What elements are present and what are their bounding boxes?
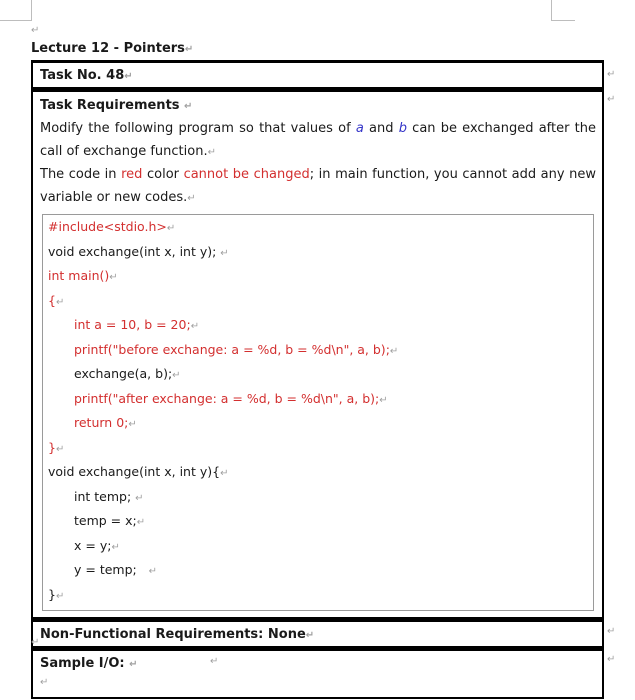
task-requirements-cell <box>31 89 616 619</box>
paragraph-mark-icon: ↵ <box>220 247 229 259</box>
paragraph-mark-icon: ↵ <box>40 677 49 688</box>
lecture-title: Lecture 12 - Pointers↵ <box>31 41 194 56</box>
paragraph-mark-icon: ↵ <box>210 656 219 667</box>
code-line: printf("after exchange: a = %d, b = %d\n", a, b);↵ <box>74 390 388 406</box>
paragraph-mark-icon: ↵ <box>166 223 176 234</box>
paragraph-mark-icon: ↵ <box>55 443 65 455</box>
code-line: return 0;↵ <box>74 415 137 430</box>
code-line: int main()↵ <box>48 268 118 283</box>
paragraph-mark-icon: ↵ <box>187 192 196 204</box>
code-line: {↵ <box>48 292 65 308</box>
non-functional-requirements: Non-Functional Requirements: None↵ <box>40 627 315 642</box>
code-line: exchange(a, b);↵ <box>74 366 181 381</box>
sample-io-cell <box>31 648 616 699</box>
task-table <box>31 60 616 699</box>
paragraph-mark-icon: ↵ <box>148 566 158 577</box>
paragraph-mark-icon: ↵ <box>220 468 229 479</box>
crop-mark-top-left <box>0 0 32 21</box>
paragraph-mark-icon: ↵ <box>109 272 118 283</box>
row-end-mark-icon: ↵ <box>607 69 616 80</box>
non-functional-row <box>31 619 616 648</box>
cannot-be-changed-text: cannot be changed <box>183 167 310 182</box>
requirements-paragraph-1: Modify the following program so that values of a and b can be exchanged after the call of exchange function.↵ <box>40 121 596 159</box>
variable-a: a <box>355 121 364 136</box>
code-line: void exchange(int x, int y); ↵ <box>48 243 229 259</box>
paragraph-mark-icon: ↵ <box>31 25 40 36</box>
paragraph-mark-icon: ↵ <box>190 321 200 332</box>
code-line: printf("before exchange: a = %d, b = %d\n", a, b);↵ <box>74 341 399 357</box>
paragraph-mark-icon: ↵ <box>135 492 144 504</box>
code-line: temp = x;↵ <box>74 513 146 528</box>
paragraph-mark-icon: ↵ <box>389 345 399 357</box>
requirements-title: Task Requirements ↵ <box>40 98 193 113</box>
task-number-row <box>31 60 616 89</box>
paragraph-mark-icon: ↵ <box>129 659 138 670</box>
paragraph-mark-icon: ↵ <box>172 370 181 381</box>
paragraph-mark-icon: ↵ <box>379 394 388 406</box>
code-line: int a = 10, b = 20;↵ <box>74 317 200 332</box>
paragraph-mark-icon: ↵ <box>184 44 194 55</box>
paragraph-mark-icon: ↵ <box>31 637 40 648</box>
paragraph-mark-icon: ↵ <box>55 590 65 602</box>
code-line: x = y;↵ <box>74 537 120 553</box>
requirements-paragraph-2: The code in red color cannot be changed; in main function, you cannot add any new variable or new codes.↵ <box>40 167 596 205</box>
red-word: red <box>121 167 143 182</box>
paragraph-mark-icon: ↵ <box>55 296 65 308</box>
paragraph-mark-icon: ↵ <box>136 517 146 528</box>
row-end-mark-icon: ↵ <box>607 94 616 105</box>
paragraph-mark-icon: ↵ <box>184 101 193 112</box>
paragraph-mark-icon: ↵ <box>128 419 137 430</box>
crop-mark-top-right <box>551 0 575 21</box>
paragraph-mark-icon: ↵ <box>124 71 133 82</box>
paragraph-mark-icon: ↵ <box>305 630 315 641</box>
paragraph-mark-icon: ↵ <box>111 541 120 553</box>
row-end-mark-icon: ↵ <box>607 654 616 665</box>
code-block <box>42 214 594 611</box>
variable-b: b <box>398 121 407 136</box>
code-line: void exchange(int x, int y){↵ <box>48 464 229 479</box>
code-line: }↵ <box>48 586 65 602</box>
row-end-mark-icon: ↵ <box>607 626 616 637</box>
task-number: Task No. 48↵ <box>40 68 133 83</box>
code-line: y = temp; ↵ <box>74 562 158 577</box>
paragraph-mark-icon: ↵ <box>207 146 216 158</box>
sample-io-title: Sample I/O: ↵ <box>40 656 138 671</box>
code-line: int temp; ↵ <box>74 488 144 504</box>
code-line: #include<stdio.h>↵ <box>48 219 176 234</box>
code-line: }↵ <box>48 439 65 455</box>
